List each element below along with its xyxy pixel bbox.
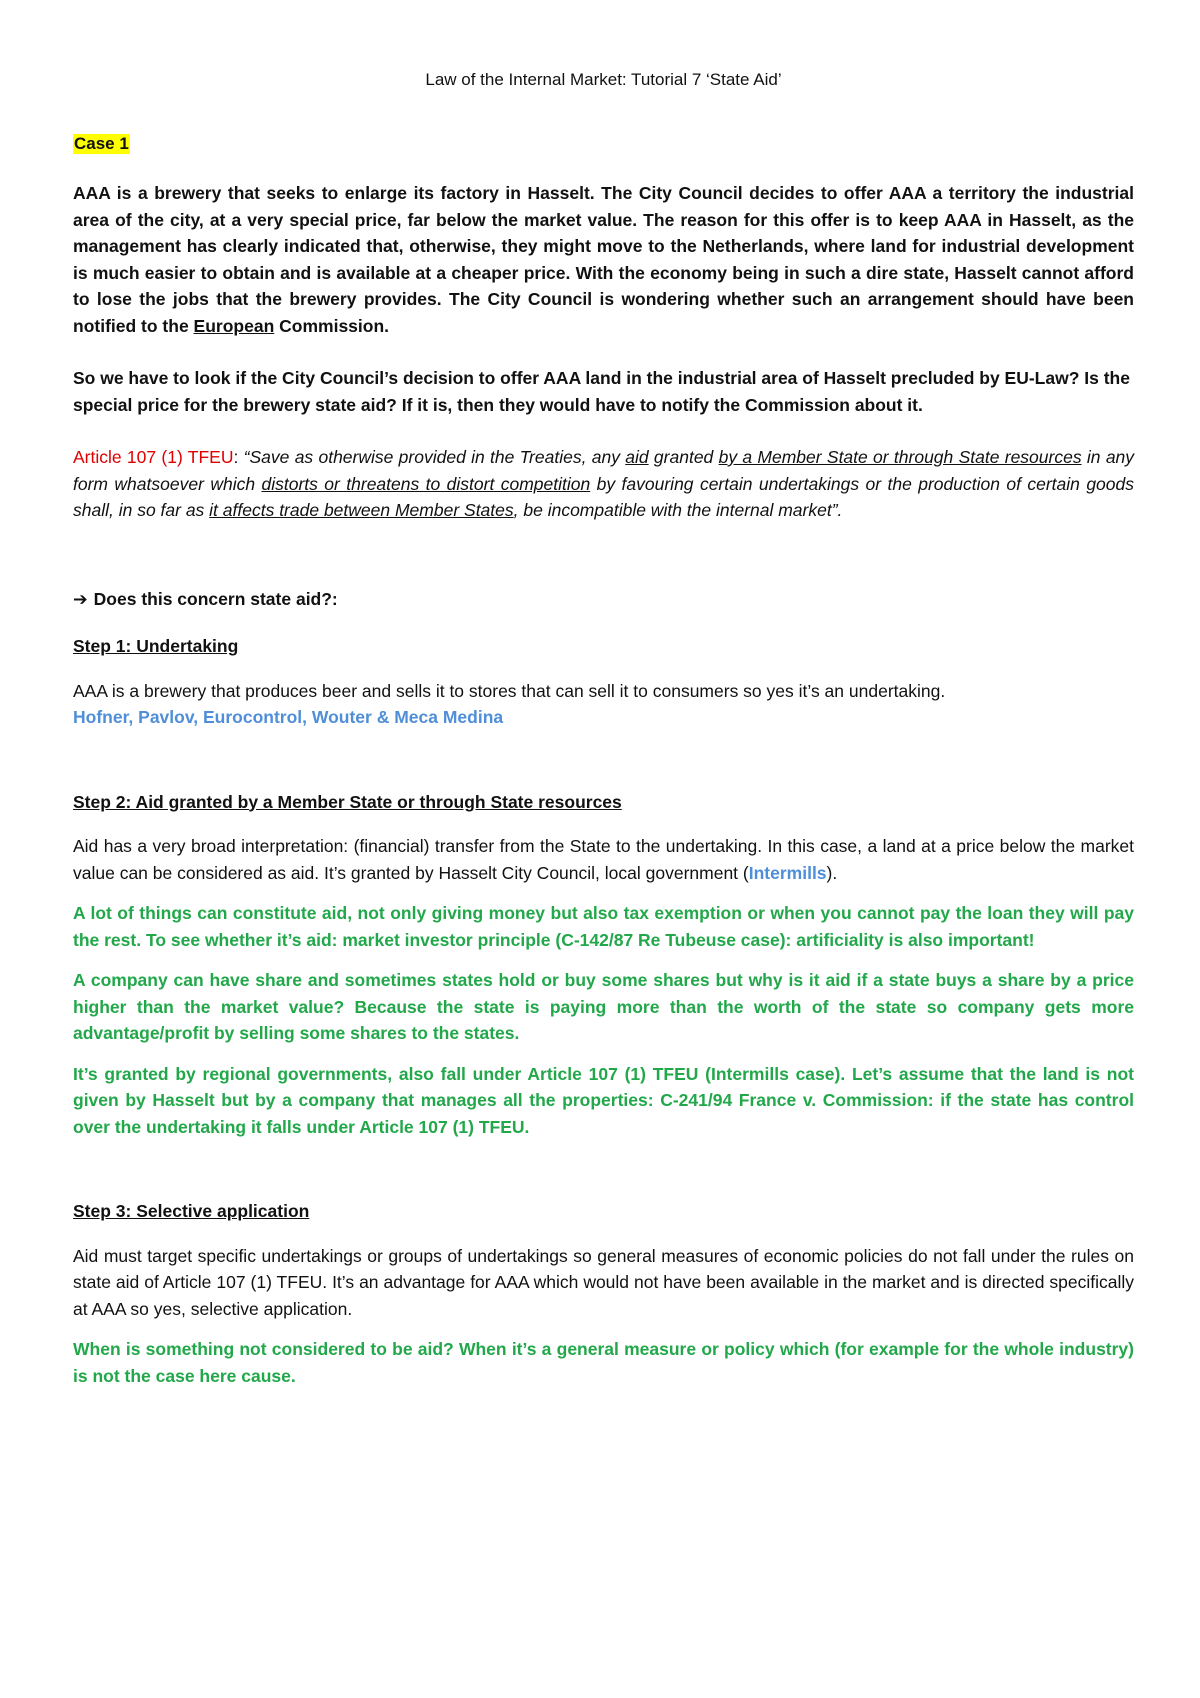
spacer (73, 1140, 1134, 1198)
state-aid-question-line (73, 586, 1134, 614)
article-reference: Article 107 (1) TFEU (73, 447, 234, 467)
step-2-text-part-1: Aid has a very broad interpretation: (financial) transfer from the State to the undertaking. In this case, a land at a price below the market value can be considered as aid. It’s granted by Hasselt City Council, local government ( (73, 836, 1134, 883)
spacer (73, 1322, 1134, 1336)
article-quote-underline-1: aid (625, 447, 649, 467)
case-facts-paragraph (73, 180, 1134, 339)
step-3-note: When is something not considered to be aid? When it’s a general measure or policy which (for example for the whole industry) is not the case here cause. (73, 1339, 1134, 1386)
state-aid-question: Does this concern state aid?: (93, 588, 338, 609)
step-1-case-references: Hofner, Pavlov, Eurocontrol, Wouter & Meca Medina (73, 707, 504, 727)
case-facts-underlined-word: European (193, 315, 275, 336)
step-2-note-2: A company can have share and sometimes states hold or buy some shares but why is it aid if a state buys a share by a price higher than the market value? Because the state is paying more than the worth of the state so company gets more advantage/profit by selling some shares to the states. (73, 970, 1134, 1043)
case-facts-text-2: Commission. (274, 315, 390, 336)
article-quote-part-4: by favouring certain undertakings or the production of certain goods shall, in so far as (73, 473, 1134, 520)
article-quote-part-5: , be incompatible with the internal market”. (513, 500, 843, 520)
article-quote-part-3: in any form whatsoever which (73, 447, 1135, 494)
step-2-note-1: A lot of things can constitute aid, not only giving money but also tax exemption or when you cannot pay the loan they will pay the rest. To see whether it’s aid: market investor principle (C-142/87 Re Tubeuse case): artificiality is also important! (73, 903, 1134, 950)
article-colon: : (233, 447, 244, 467)
article-quote-underline-2: by a Member State or through State resources (718, 447, 1082, 467)
spacer (73, 1047, 1134, 1061)
article-107-paragraph (73, 444, 1134, 524)
right-arrow-icon: ➔ (73, 589, 88, 610)
step-3-text: Aid must target specific undertakings or groups of undertakings so general measures of economic policies do not fall under the rules on state aid of Article 107 (1) TFEU. It’s an advantage for AAA which would not have been available in the market and is directed specifically at AAA so yes, selective application. (73, 1245, 1134, 1319)
case-label: Case 1 (74, 134, 129, 153)
step-2-case-reference: Intermills (748, 862, 827, 883)
case-label-row (73, 134, 1134, 180)
document-title: Law of the Internal Market: Tutorial 7 ‘State Aid’ (425, 70, 782, 89)
step-1-heading: Step 1: Undertaking (73, 636, 239, 656)
research-question: So we have to look if the City Council’s decision to offer AAA land in the industrial area of Hasselt precluded by EU-Law? Is the special price for the brewery state aid? If it is, then they would have to notify the Commission about it. (73, 368, 1130, 415)
spacer (73, 731, 1134, 789)
step-2-text (73, 833, 1134, 886)
step-2-text-part-2: ). (826, 862, 838, 883)
step-2-note-3: It’s granted by regional governments, also fall under Article 107 (1) TFEU (Intermills case). Let’s assume that the land is not given by Hasselt but by a company that manages all the properties: C-241/94 France v. Commission: if the state has control over the undertaking it falls under Article 107 (1) TFEU. (73, 1063, 1134, 1137)
step-3-heading: Step 3: Selective application (73, 1201, 310, 1221)
spacer (73, 953, 1134, 967)
article-quote-part-2: granted (648, 447, 719, 467)
document-page (73, 70, 1134, 1389)
article-quote-underline-3: distorts or threatens to distort competition (261, 473, 591, 494)
step-2-heading: Step 2: Aid granted by a Member State or through State resources (73, 791, 622, 812)
spacer (73, 886, 1134, 900)
article-quote-underline-4: it affects trade between Member States (209, 500, 514, 520)
case-facts-text-1: AAA is a brewery that seeks to enlarge its factory in Hasselt. The City Council decides to offer AAA a territory the industrial area of the city, at a very special price, far below the market value. The reason for this offer is to keep AAA in Hasselt, as the management has clearly indicated that, otherwise, they might move to the Netherlands, where land for industrial development is much easier to obtain and is available at a cheaper price. With the economy being in such a dire state, Hasselt cannot afford to lose the jobs that the brewery provides. The City Council is wondering whether such an arrangement should have been notified to the (73, 183, 1134, 336)
step-1-text: AAA is a brewery that produces beer and sells it to stores that can sell it to consumers so yes it’s an undertaking. (73, 680, 946, 701)
article-quote-part-1: “Save as otherwise provided in the Treaties, any (243, 447, 626, 467)
